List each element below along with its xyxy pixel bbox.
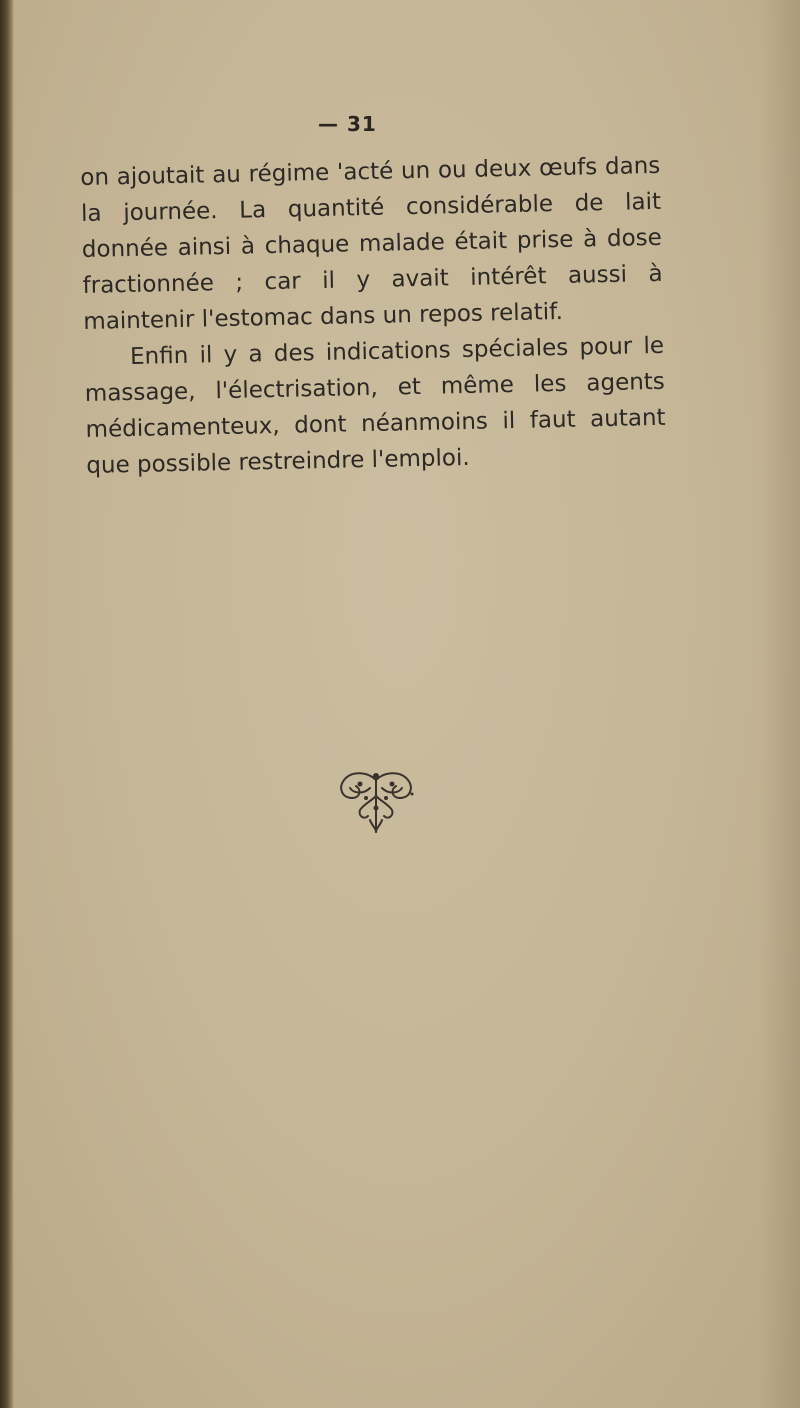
paragraph-1: on ajoutait au régime 'acté un ou deux œufs dans la journée. La quantité considérable de lait donnée ainsi à chaque malade était prise à dose fractionnée ; car il y avait intérêt aussi à maintenir l'estomac dans un repos relatif.: [80, 152, 663, 335]
binding-edge: [0, 0, 14, 1408]
body-text: [80, 148, 667, 484]
paragraph-2: Enfin il y a des indications spéciales pour le massage, l'électrisation, et même les agents médicamenteux, dont néanmoins il faut autant que possible restreindre l'emploi.: [84, 332, 666, 479]
page-shading: [760, 0, 800, 1408]
floral-tailpiece-icon: [330, 768, 422, 838]
page-number: — 31: [318, 112, 377, 136]
